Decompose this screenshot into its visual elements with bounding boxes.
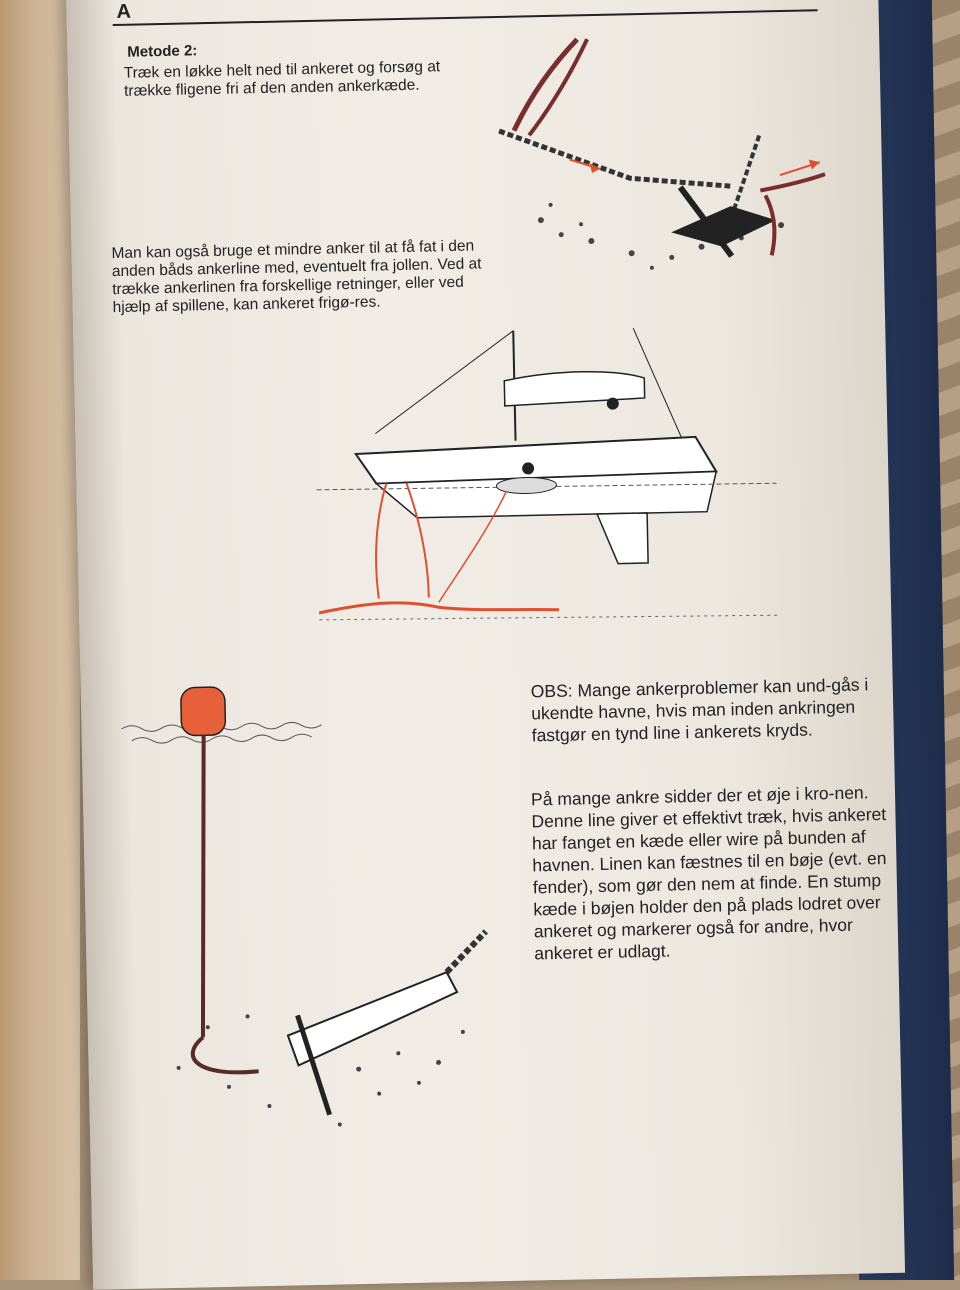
anchor-loop-illustration [427,14,832,282]
book-left-edge [0,0,80,1280]
sailboat-illustration [313,305,780,645]
book-page [66,0,905,1290]
method-title: Metode 2: [127,42,198,61]
small-anchor-paragraph: Man kan også bruge et mindre anker til at få fat i den anden båds ankerline med, eventuelt fra jollen. Ved at trække ankerlinen fra forskellige retninger, eller ved hjælp af spillene, kan ankeret frigø-res. [111,237,482,317]
obs-paragraph: OBS: Mange ankerproblemer kan und-gås i ukendte havne, hvis man inden ankringen fastgør en tynd line i ankerets kryds. [530,674,869,746]
buoy-anchor-illustration [110,671,520,1139]
anchor-eye-paragraph: På mange ankre sidder der et øje i kro-nen. Denne line giver et effektivt træk, hvis ankeret har fanget en kæde eller wire på bunden af havnen. Linen kan fæstnes til en bøje (evt. en fender), som gør den nem at finde. En stump kæde i bøjen holder den på plads lodret over ankeret og markerer også for andre, hvor ankeret er udlagt. [530,782,887,964]
section-letter: A [116,0,132,23]
method-text: Træk en løkke helt ned til ankeret og forsøg at trække fligene fri af den anden ankerkæde. [123,58,441,100]
